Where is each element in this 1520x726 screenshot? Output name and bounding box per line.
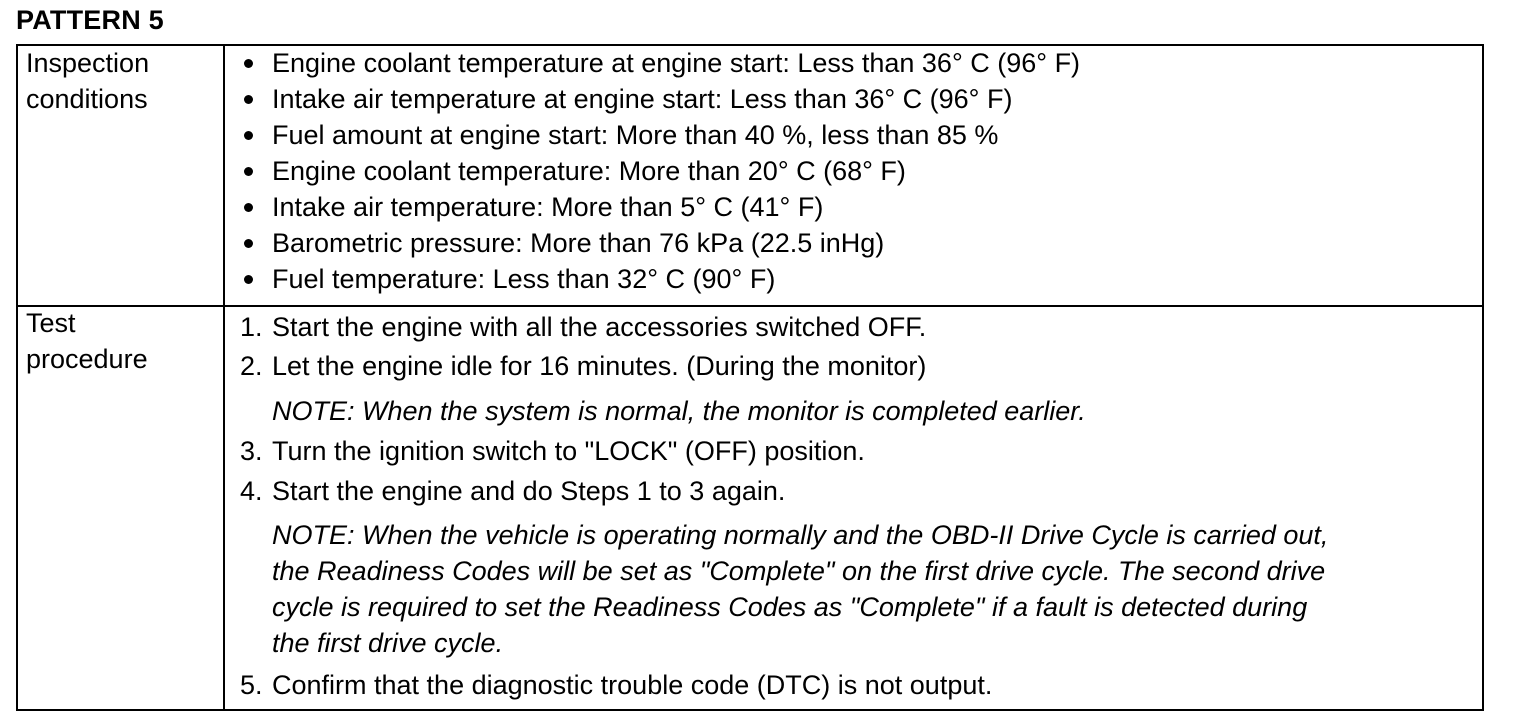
step-number: 2. xyxy=(240,351,263,381)
condition-text: Barometric pressure: More than 76 kPa (22.5 inHg) xyxy=(272,228,885,258)
spec-table xyxy=(16,44,1484,711)
step-number: 3. xyxy=(240,436,263,466)
inspection-conditions-list xyxy=(240,45,1080,297)
bullet-icon xyxy=(244,275,253,284)
note-text: NOTE: When the vehicle is operating normally and the OBD-II Drive Cycle is carried out, xyxy=(272,520,1329,550)
step-text: Let the engine idle for 16 minutes. (During the monitor) xyxy=(272,351,927,381)
procedure-step xyxy=(240,309,926,345)
procedure-note xyxy=(272,517,1472,661)
bullet-icon xyxy=(244,59,253,68)
label-line: procedure xyxy=(26,344,148,374)
note-text: the first drive cycle. xyxy=(272,628,504,658)
step-text: Start the engine and do Steps 1 to 3 again. xyxy=(272,476,786,506)
procedure-step xyxy=(240,473,785,509)
note-text: the Readiness Codes will be set as "Complete" on the first drive cycle. The second drive xyxy=(272,556,1326,586)
step-number: 4. xyxy=(240,476,263,506)
procedure-step xyxy=(240,348,926,384)
note-text: cycle is required to set the Readiness Codes as "Complete" if a fault is detected during xyxy=(272,592,1308,622)
step-text: Turn the ignition switch to "LOCK" (OFF) position. xyxy=(272,436,865,466)
condition-text: Intake air temperature at engine start: Less than 36° C (96° F) xyxy=(272,84,1013,114)
condition-text: Engine coolant temperature at engine start: Less than 36° C (96° F) xyxy=(272,48,1081,78)
step-number: 5. xyxy=(240,670,263,700)
bullet-icon xyxy=(244,95,253,104)
condition-text: Intake air temperature: More than 5° C (41° F) xyxy=(272,192,824,222)
procedure-step xyxy=(240,433,865,469)
page-title: PATTERN 5 xyxy=(16,5,164,35)
column-divider xyxy=(223,307,225,709)
step-text: Confirm that the diagnostic trouble code (DTC) is not output. xyxy=(272,670,993,700)
column-divider xyxy=(223,46,225,305)
procedure-step xyxy=(240,667,992,703)
bullet-icon xyxy=(244,167,253,176)
label-line: Test xyxy=(26,308,76,338)
list-item xyxy=(240,45,1080,81)
bullet-icon xyxy=(244,239,253,248)
procedure-note xyxy=(272,393,1472,429)
bullet-icon xyxy=(244,131,253,140)
step-text: Start the engine with all the accessories switched OFF. xyxy=(272,312,927,342)
list-item xyxy=(240,153,1080,189)
list-item xyxy=(240,117,1080,153)
bullet-icon xyxy=(244,203,253,212)
list-item xyxy=(240,81,1080,117)
list-item xyxy=(240,261,1080,297)
inspection-conditions-label xyxy=(26,45,216,117)
condition-text: Engine coolant temperature: More than 20° C (68° F) xyxy=(272,156,906,186)
test-procedure-label xyxy=(26,305,216,377)
condition-text: Fuel temperature: Less than 32° C (90° F) xyxy=(272,264,776,294)
condition-text: Fuel amount at engine start: More than 40 %, less than 85 % xyxy=(272,120,999,150)
label-line: conditions xyxy=(26,84,148,114)
label-line: Inspection xyxy=(26,48,150,78)
step-number: 1. xyxy=(240,312,263,342)
list-item xyxy=(240,225,1080,261)
inspection-conditions-row xyxy=(18,46,1482,307)
test-procedure-row xyxy=(18,307,1482,709)
list-item xyxy=(240,189,1080,225)
note-text: NOTE: When the system is normal, the monitor is completed earlier. xyxy=(272,396,1086,426)
